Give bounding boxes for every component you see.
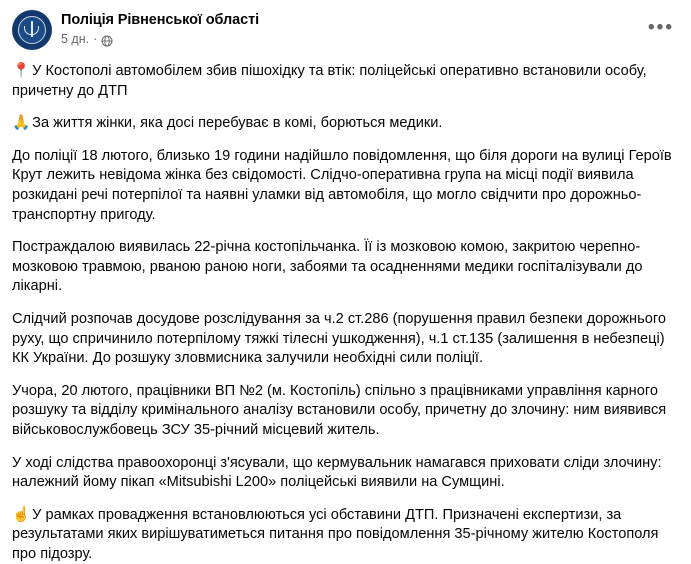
police-crest-avatar[interactable] <box>12 10 52 50</box>
paragraph-text: У рамках провадження встановлюються усі обставини ДТП. Призначені експертизи, за результатами яких вирішуватиметься питання про повідомлення 35-річному жителю Костополя про підозру. <box>12 506 659 562</box>
post-timestamp[interactable]: 5 дн. <box>61 32 90 46</box>
paragraph-text: За життя жінки, яка досі перебуває в комі, борються медики. <box>32 115 443 132</box>
post-more-options-button[interactable]: ••• <box>648 17 674 38</box>
globe-icon <box>101 34 113 46</box>
index-pointing-up-icon: ☝️ <box>12 506 31 523</box>
post-paragraph: Постраждалою виявилась 22-річна костопільчанка. Її із мозковою комою, закритою черепно-мозковою травмою, рваною раною ноги, забоями та осадненнями медики госпіталізували до лікарні. <box>12 239 643 295</box>
crest-shape <box>18 16 46 44</box>
post-paragraph: У ході слідства правоохоронці з'ясували, що кермувальник намагався приховати сліди злочину: належний йому пікап «Mitsubishi L200» поліцейські виявили на Сумщині. <box>12 454 662 491</box>
post-paragraph: Слідчий розпочав досудове розслідування за ч.2 ст.286 (порушення правил безпеки дорожнього руху, що спричинило потерпілому тяжкі тілесні ушкодження), ч.1 ст.135 (залишення в небезпеці) КК України. До розшуку зловмисника залучили необхідні сили поліції. <box>12 310 666 367</box>
page-name-link[interactable]: Поліція Рівненської області <box>61 12 260 28</box>
post-paragraph <box>12 506 679 564</box>
post-paragraph: Учора, 20 лютого, працівники ВП №2 (м. Костопіль) спільно з працівниками управління карного розшуку та відділу кримінального аналізу встановили особу, причетну до злочину: ним виявився військовослужбовець ЗСУ 35-річний місцевий житель. <box>12 382 667 438</box>
post-header-text <box>61 10 259 47</box>
pin-icon: 📍 <box>12 63 31 79</box>
meta-separator-dot: · <box>93 32 98 46</box>
paragraph-text: У Костополі автомобілем збив пішохідку та втік: поліцейські оперативно встановили особу, причетну до ДТП <box>12 63 647 99</box>
post-paragraph: До поліції 18 лютого, близько 19 години надійшло повідомлення, що біля дороги на вулиці Героїв Крут лежить невідома жінка без свідомості. Слідчо-оперативна група на місці події виявила розкидані речі потерпілої та наявні уламки від автомобіля, що могло свідчити про дорожньо-транспортну пригоду. <box>12 147 672 223</box>
post-body <box>12 56 679 564</box>
post-paragraph <box>12 62 679 101</box>
post-meta <box>61 31 259 47</box>
pray-hands-icon: 🙏 <box>12 115 31 132</box>
post-header <box>12 10 679 56</box>
post-paragraph <box>12 114 679 134</box>
